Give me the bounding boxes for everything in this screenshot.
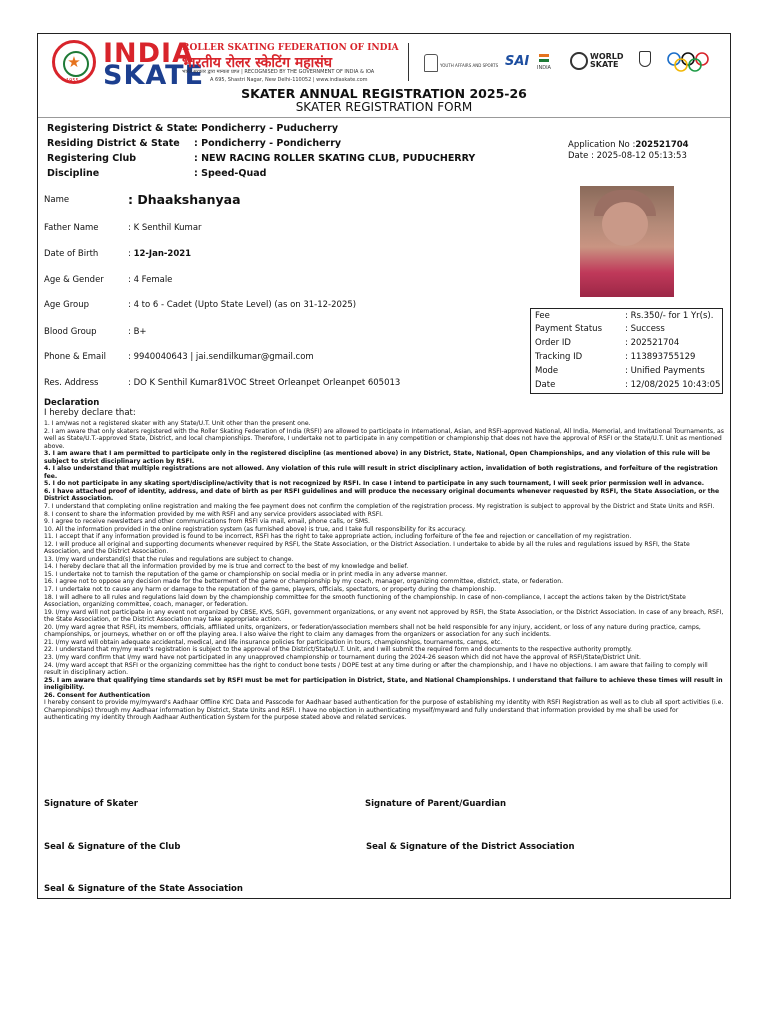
blood-value: : B+ [128, 327, 147, 337]
declaration-item: 14. I hereby declare that all the information provided by me is true and correct to the best of my knowledge and belief. [44, 563, 409, 571]
payment-date-value: : 12/08/2025 10:43:05 [625, 380, 721, 390]
order-id-value: : 202521704 [625, 338, 680, 348]
address-label: Res. Address [44, 378, 99, 388]
application-no [568, 140, 689, 150]
declaration-item: 8. I consent to share the information provided by me with RSFI and any service providers associated with RSFI. [44, 510, 383, 518]
india-skate-logo-line2: SKATE [103, 60, 205, 91]
age-group-value: : 4 to 6 - Cadet (Upto State Level) (as on 31-12-2025) [128, 300, 357, 310]
org-name: ROLLER SKATING FEDERATION OF INDIA [182, 43, 399, 53]
res-district-label: Residing District & State [47, 138, 180, 149]
dob-label: Date of Birth [44, 249, 99, 259]
ioa-shield-icon [639, 51, 651, 67]
declaration-item: 20. I/my ward agree that RSFI, its members, officials, affiliated units, organizers, or federation/association members shall not be held responsible for any injury, accident, or loss of any nature during practice, camps, championships, or journeys, whether on or off the playing area. I also waive the right to claim any damages from the organizers or association for any such incidents. [44, 623, 701, 639]
declaration-item: 18. I will adhere to all rules and regulations laid down by the championship committee for the smooth functioning of the championship. In case of non-compliance, I accept the actions taken by the District/State Association, organizing committee, coach, manager, or federation. [44, 593, 686, 609]
dob-value: 12-Jan-2021 [133, 249, 192, 259]
payment-status-label: Payment Status [535, 324, 602, 334]
declaration-item: 26. Consent for Authentication [44, 691, 151, 699]
dob-row [128, 249, 191, 259]
payment-date-label: Date [535, 380, 556, 390]
address-value: : DO K Senthil Kumar81VOC Street Orleanpet Orleanpet 605013 [128, 378, 401, 388]
declaration-item: 6. I have attached proof of identity, address, and date of birth as per RSFI guidelines and will produce the necessary original documents whenever requested by RSFI, the State Association, or the District Association. [44, 487, 720, 503]
skater-photo [580, 186, 674, 297]
skater-figure-icon: ★ [67, 53, 81, 71]
india-skate-logo-line1: INDIA [103, 38, 194, 69]
india-badge-logo: INDIA [536, 54, 552, 72]
national-emblem-icon [424, 54, 438, 72]
application-no-label: Application No : [568, 140, 636, 150]
application-no-value: 202521704 [635, 140, 689, 150]
declaration-item: 23. I/my ward confirm that I/my ward have not participated in any unapproved championship or tournament during the 2024-26 season which did not have the approval of RSFI/State/District Unit. [44, 653, 641, 661]
sai-logo: SAI [505, 54, 530, 69]
declaration-heading: Declaration [44, 398, 100, 408]
tracking-id-value: : 113893755129 [625, 352, 696, 362]
declaration-item: I hereby consent to provide my/myward's Aadhaar Offline KYC Data and Passcode for Aadhaar based authentication for the purpose of establishing my identity with RSFI Registration as well as to club all sport activities (i.e. Championships) through my Aadhaar information by District, State Units and RSFI. I have no objection in authenticating myself/myward and fully understand that information provided by me shall be used for authenticating my identity through Aadhaar Authentication System for the purpose stated above and related services. [44, 699, 724, 722]
ministry-label: YOUTH AFFAIRS AND SPORTS [440, 63, 499, 68]
reg-district-value: : Pondicherry - Puducherry [194, 123, 339, 134]
phone-label: Phone & Email [44, 352, 106, 362]
declaration-item: 15. I undertake not to tarnish the reputation of the game or championship on social media or in print media in any adverse manner. [44, 570, 448, 578]
declaration-item: 19. I/my ward will not participate in any event not organized by CBSE, KVS, SGFI, government organizations, or any event not approved by RSFI, the State Association, or the District Association. In case of any breach, RSFI, the State Association, or the District Association may take appropriate action. [44, 608, 724, 624]
declaration-item: 17. I undertake not to cause any harm or damage to the reputation of the game, players, officials, spectators, or property during the championship. [44, 586, 497, 594]
org-name-hindi: भारतीय रोलर स्केटिंग महासंघ [182, 55, 333, 71]
declaration-item: 16. I agree not to oppose any decision made for the betterment of the game or championship by my coach, manager, organizing committee, district, state, or federation. [44, 578, 564, 586]
declaration-item: 1. I am/was not a registered skater with any State/U.T. Unit other than the present one. [44, 420, 311, 427]
declaration-item: 10. All the information provided in the online registration system (as furnished above) is true, and I take full responsibility for its accuracy. [44, 525, 466, 533]
father-value: : K Senthil Kumar [128, 223, 202, 233]
district-seal-label: Seal & Signature of the District Association [366, 842, 575, 852]
name-value: : Dhaakshanyaa [128, 192, 241, 207]
declaration-item: 3. I am aware that I am permitted to participate only in the registered discipline (as mentioned above) in any District, State, National, Open Championships, and any violation of this rule will be subject to strict disciplinary action by RSFI. [44, 450, 711, 465]
discipline-label: Discipline [47, 168, 100, 179]
olympic-rings-icon [667, 51, 709, 73]
fee-value: : Rs.350/- for 1 Yr(s). [625, 311, 714, 321]
fee-label: Fee [535, 311, 550, 321]
blood-label: Blood Group [44, 327, 97, 337]
org-recognition: भारत सरकार द्वारा मान्यता प्राप्त | RECOGNISED BY THE GOVERNMENT OF INDIA & IOA [182, 69, 375, 75]
declaration-item: 13. I/my ward understand(s) that the rules and regulations are subject to change. [44, 555, 294, 563]
declaration-item: 2. I am aware that only skaters registered with the Roller Skating Federation of India (RSFI) are allowed to participate in International, Asian, and RSFI-approved National, All India, Memorial, and Invitational Tournaments, as well as State/U.T.-approved State, District, and local championships. Therefore, I undertake not to participate in any competition or championship that does not have the approval of RSFI or the State/U.T. Unit as mentioned above. [44, 427, 724, 450]
declaration-item: 21. I/my ward will obtain adequate accidental, medical, and life insurance policies for participation in tours, championships, tournaments, camps, etc. [44, 638, 503, 646]
title-divider [38, 117, 730, 118]
age-gender-value: : 4 Female [128, 275, 173, 285]
mode-value: : Unified Payments [625, 366, 705, 376]
declaration-list [44, 420, 724, 722]
club-seal-label: Seal & Signature of the Club [44, 842, 181, 852]
world-skate-logo [590, 53, 624, 69]
declaration-item: 25. I am aware that qualifying time standards set by RSFI must be met for participation in District, State, and National Championships. I understand that failure to achieve these times will result in ineligibility. [44, 676, 723, 692]
world-skate-line1: WORLD [590, 52, 624, 61]
dob-prefix: : [128, 249, 134, 259]
declaration-item: 7. I understand that completing online registration and making the fee payment does not confirm the completion of the registration process. My registration is subject to approval by the District and State Units and RSFI. [44, 503, 715, 511]
form-subtitle: SKATER REGISTRATION FORM [295, 100, 473, 114]
declaration-item: 12. I will produce all original and supporting documents whenever required by RSFI, the State Association, or the District Association. I undertake to abide by all the rules and regulations issued by RSFI, the State Association, and the District Association. [44, 540, 690, 556]
form-title: SKATER ANNUAL REGISTRATION 2025-26 [241, 86, 527, 101]
org-address: A 695, Shastri Nagar, New Delhi-110052 | www.indiaskate.com [210, 77, 368, 83]
skater-signature-label: Signature of Skater [44, 799, 138, 809]
declaration-item: 22. I understand that my/my ward's registration is subject to the approval of the District/State/U.T. Unit, and I will submit the required form and documents to the respective authority promptly. [44, 646, 632, 654]
declaration-item: 11. I accept that if any information provided is found to be incorrect, RSFI has the right to take appropriate action, including forfeiture of the fee and rejection or cancellation of my registration. [44, 533, 632, 541]
application-date: Date : 2025-08-12 05:13:53 [568, 151, 687, 161]
declaration-item: 9. I agree to receive newsletters and other communications from RSFI via mail, email, phone calls, or SMS. [44, 518, 370, 526]
seal-year: 1955 [66, 78, 79, 84]
reg-district-label: Registering District & State [47, 123, 196, 134]
header-divider [408, 43, 409, 81]
club-label: Registering Club [47, 153, 137, 164]
world-skate-icon [570, 52, 588, 70]
declaration-item: 5. I do not participate in any skating sport/discipline/activity that is not recognized by RSFI. In case I intend to participate in any such tournament, I will seek prior permission well in advance. [44, 480, 705, 488]
club-value: : NEW RACING ROLLER SKATING CLUB, PUDUCHERRY [194, 153, 476, 164]
res-district-value: : Pondicherry - Pondicherry [194, 138, 342, 149]
age-gender-label: Age & Gender [44, 275, 104, 285]
mode-label: Mode [535, 366, 559, 376]
declaration-item: 24. I/my ward accept that RSFI or the organizing committee has the right to conduct bone tests / DOPE test at any time during or after the championship, and I have no objections. I am aware that failing to comply will result in disciplinary action. [44, 661, 708, 677]
declaration-intro: I hereby declare that: [44, 408, 136, 418]
order-id-label: Order ID [535, 338, 571, 348]
declaration-item: 4. I also understand that multiple registrations are not allowed. Any violation of this rule will result in strict disciplinary action, invalidation of both registrations, and forfeiture of the registration fee. [44, 465, 718, 480]
father-label: Father Name [44, 223, 99, 233]
state-seal-label: Seal & Signature of the State Association [44, 884, 243, 894]
phone-value: : 9940040643 | jai.sendilkumar@gmail.com [128, 352, 314, 362]
tracking-id-label: Tracking ID [535, 352, 583, 362]
world-skate-line2: SKATE [590, 60, 619, 69]
parent-signature-label: Signature of Parent/Guardian [365, 799, 507, 809]
name-label: Name [44, 195, 70, 205]
age-group-label: Age Group [44, 300, 90, 310]
photo-face [602, 202, 648, 246]
payment-status-value: : Success [625, 324, 665, 334]
discipline-value: : Speed-Quad [194, 168, 267, 179]
